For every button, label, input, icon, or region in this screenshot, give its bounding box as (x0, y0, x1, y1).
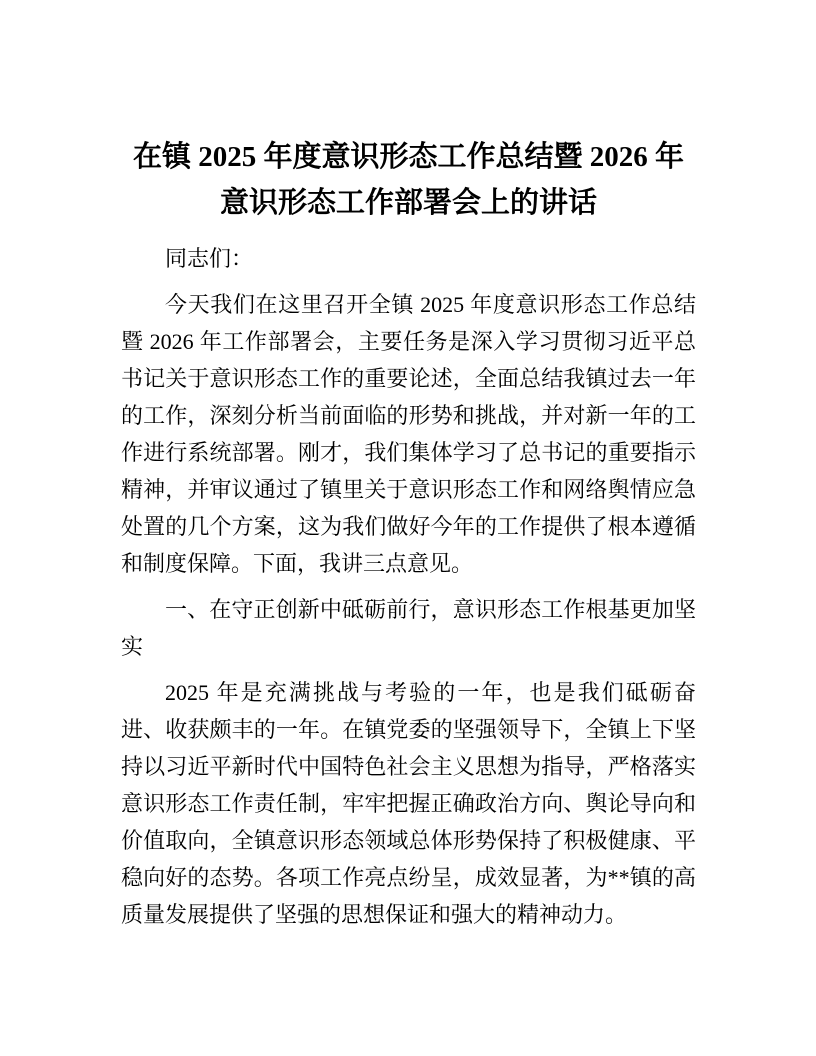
paragraph-opening: 今天我们在这里召开全镇 2025 年度意识形态工作总结暨 2026 年工作部署会，主要任务是深入学习贯彻习近平总书记关于意识形态工作的重要论述，全面总结我镇过去一年的工作，深刻分析当前面临的形势和挑战，并对新一年的工作进行系统部署。刚才，我们集体学习了总书记的重要指示精神，并审议通过了镇里关于意识形态工作和网络舆情应急处置的几个方案，这为我们做好今年的工作提供了根本遵循和制度保障。下面，我讲三点意见。 (121, 292, 696, 576)
document-title: 在镇 2025 年度意识形态工作总结暨 2026 年意识形态工作部署会上的讲话 (132, 141, 684, 219)
paragraph-section-1-body: 2025 年是充满挑战与考验的一年，也是我们砥砺奋进、收获颇丰的一年。在镇党委的坚强领导下，全镇上下坚持以习近平新时代中国特色社会主义思想为指导，严格落实意识形态工作责任制，牢牢把握正确政治方向、舆论导向和价值取向，全镇意识形态领域总体形势保持了积极健康、平稳向好的态势。各项工作亮点纷呈，成效显著，为**镇的高质量发展提供了坚强的思想保证和强大的精神动力。 (121, 680, 696, 927)
section-heading-1: 一、在守正创新中砥砺前行，意识形态工作根基更加坚实 (121, 597, 696, 659)
salutation: 同志们： (165, 246, 254, 271)
